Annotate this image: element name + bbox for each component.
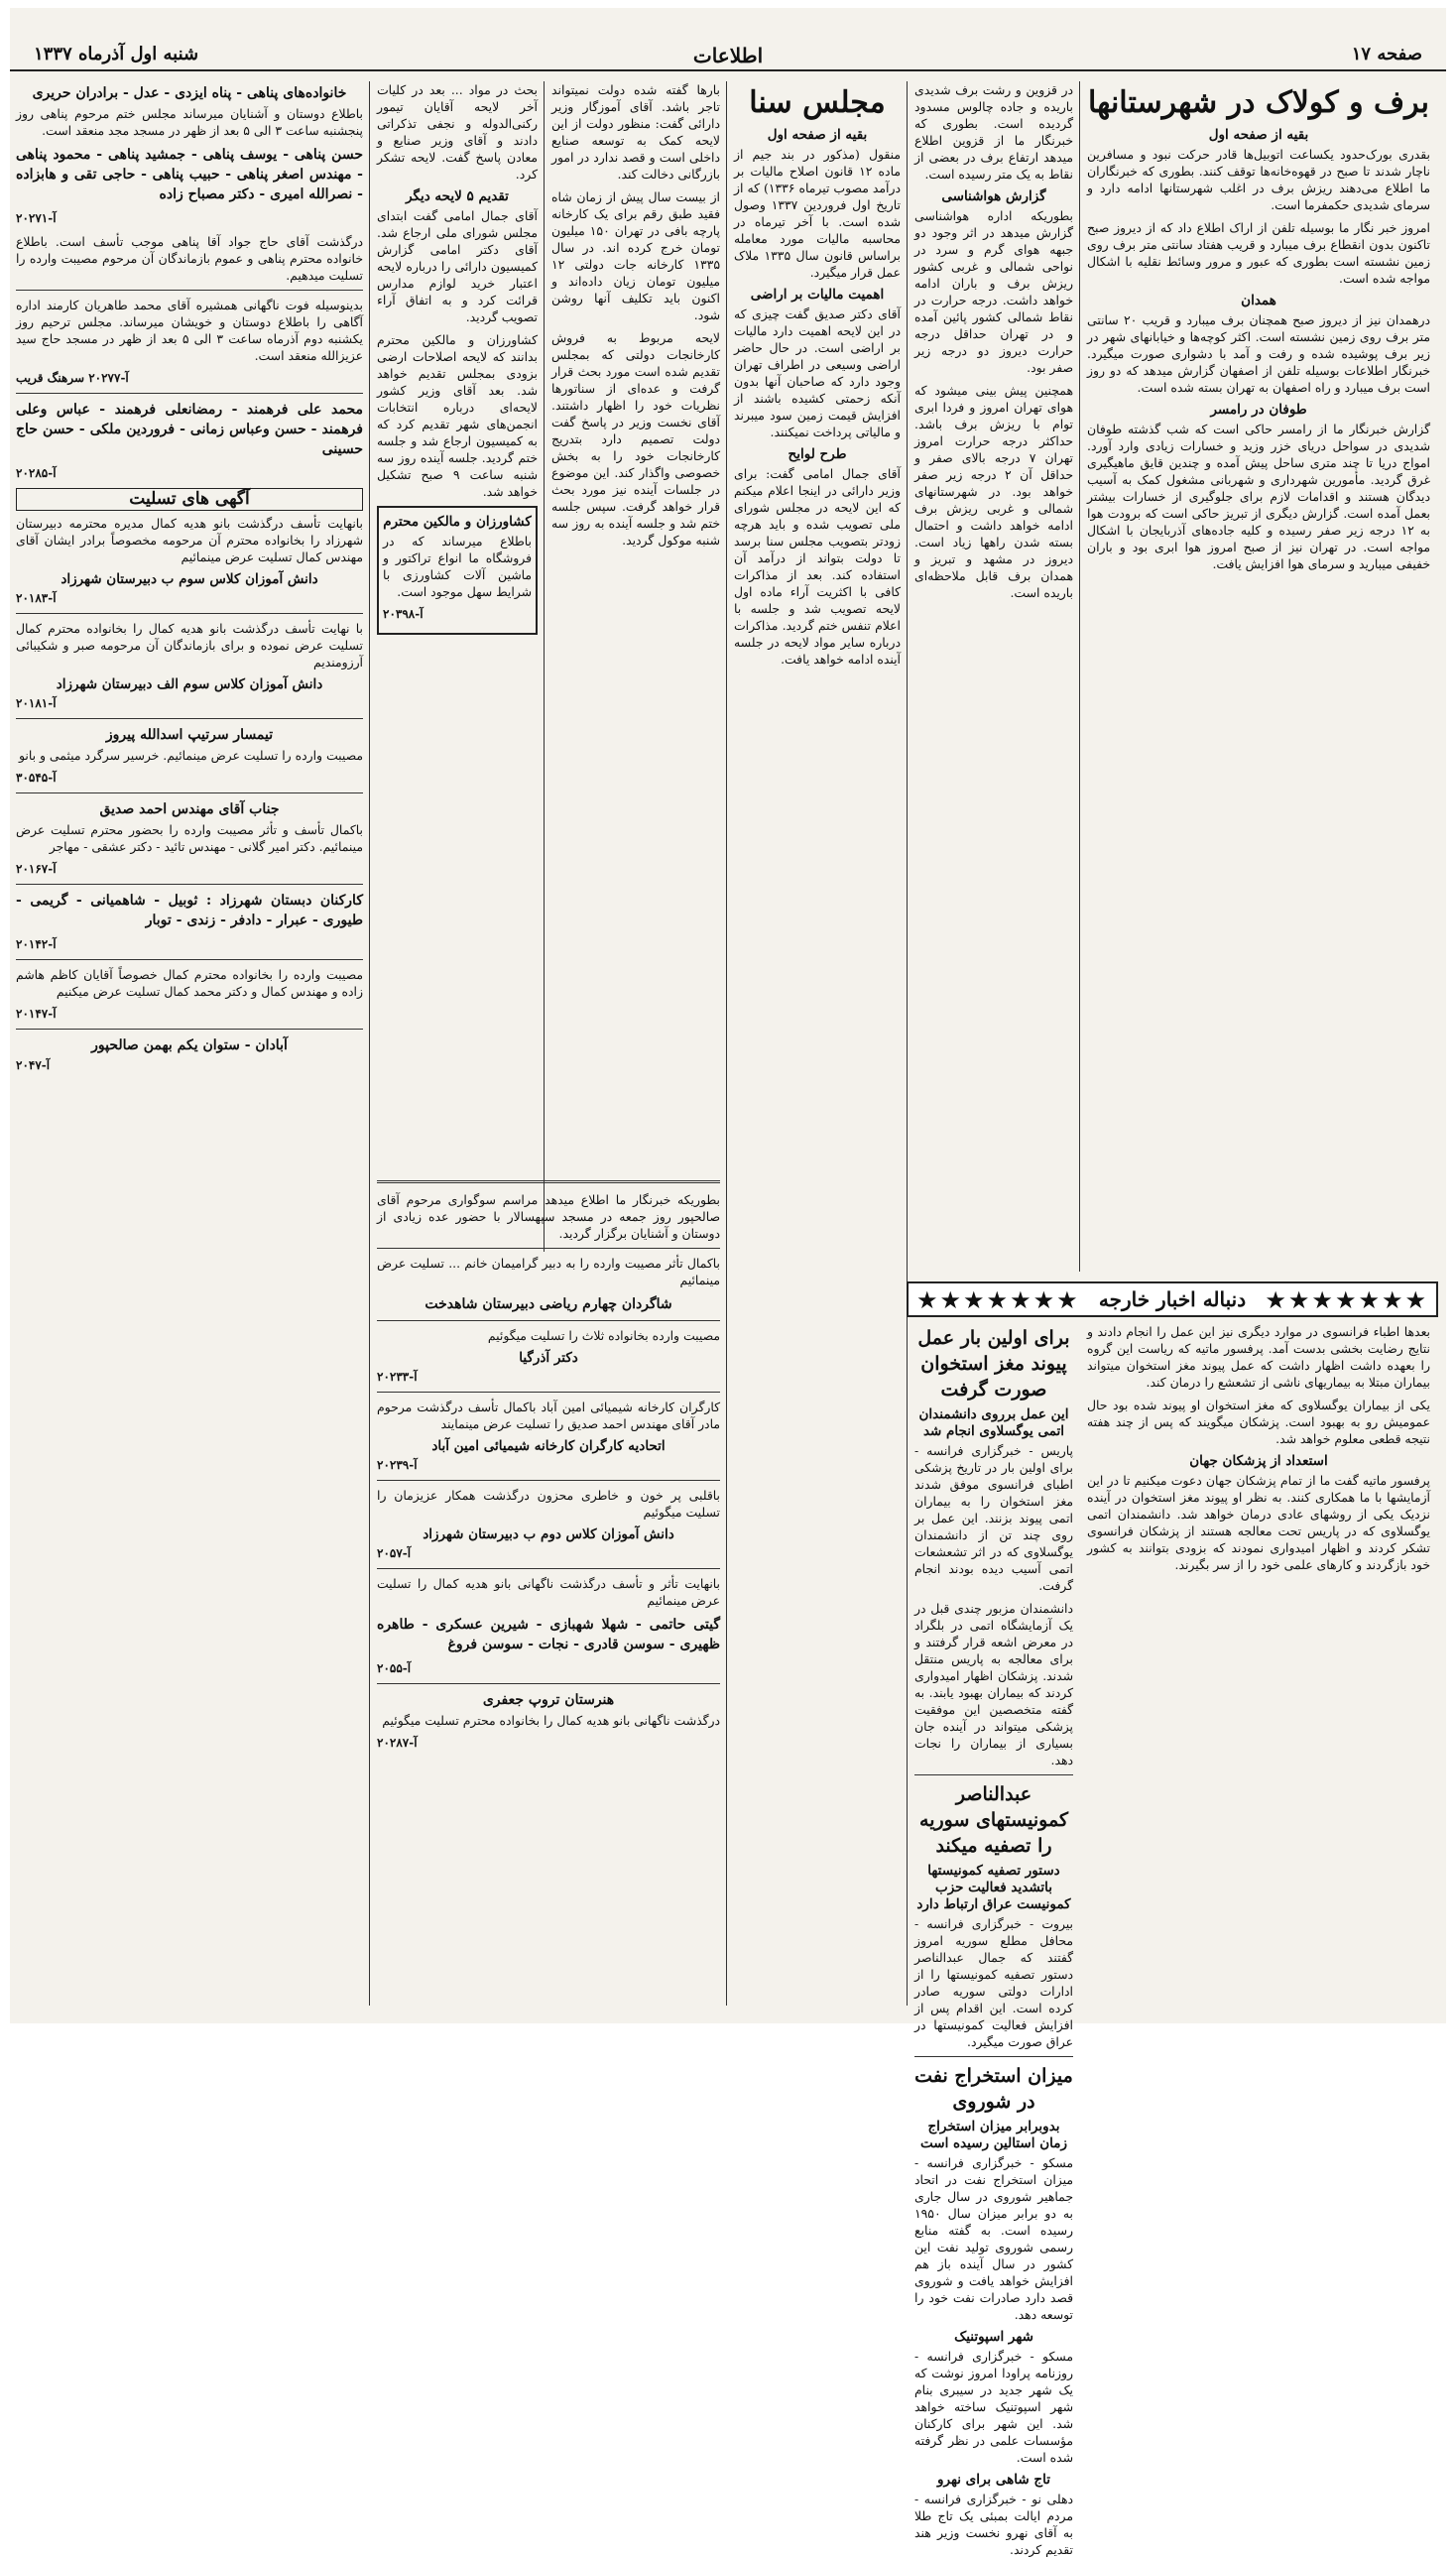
divider: [16, 718, 363, 719]
notice-text: باقلبی پر خون و خاطری محزون درگذشت همکار عزیزمان را تسلیت میگوئیم: [377, 1488, 720, 1520]
article-paragraph: آقای دکتر صدیق گفت چیزی که در این لایحه اهمیت دارد مالیات بر اراضی است. در حال حاضر اراضی وسیعی در اطراف تهران وجود دارد که صاحبان آنها بدون آنکه زحمتی کشیده باشند از افزایش قیمت زمین سود میبرند و مالیاتی پرداخت نمیکنند.: [734, 306, 901, 439]
continued-label: بقیه از صفحه اول: [1208, 127, 1309, 143]
subheading-world-doctors: استعداد از پزشکان جهان: [1189, 1453, 1328, 1469]
notice-names: کارکنان دبستان شهرزاد : ثوبیل - شاهمیانی - گریمی - طیوری - عبرار - دادفر - زندی - توبار: [16, 893, 363, 928]
subheading-hamedan: همدان: [1241, 293, 1276, 308]
notice-signature: هنرستان تروپ جعفری: [482, 1692, 615, 1708]
notice-code: آ-۲۰۱۸۱: [16, 696, 57, 710]
article-weather: [909, 81, 1079, 1272]
headline-senate: مجلس سنا: [749, 85, 886, 120]
divider: [16, 613, 363, 614]
subheading-ramsar: طوفان در رامسر: [1210, 402, 1307, 418]
column-rule: [369, 81, 370, 2006]
notice-code: آ-۲۰۱۶۷: [16, 862, 57, 876]
notice-text: بطوریکه خبرنگار ما اطلاع میدهد مراسم سوگواری مرحوم آقای صالحپور روز جمعه در مسجد سپهسالار با حضور عده زیادی از دوستان و آشنایان برگزار گردید.: [377, 1192, 720, 1241]
continued-label: بقیه از صفحه اول: [767, 127, 868, 143]
article-state-factories: [546, 81, 726, 1252]
notice-title: خانواده‌های پناهی - پناه ایزدی - عدل - برادران حریری: [32, 85, 347, 101]
notice-code: آ-۲۰۵۵: [377, 1661, 412, 1675]
subheading-land-tax: اهمیت مالیات بر اراضی: [750, 287, 885, 303]
star-row-icon: ★★★★★★★: [916, 1286, 1080, 1314]
divider: [16, 290, 363, 291]
divider: [16, 1029, 363, 1030]
article-paragraph: بارها گفته شده دولت نمیتواند تاجر باشد. آقای آموزگار وزیر دارائی گفت: منظور دولت از این لایحه کمک به توسعه صنایع داخلی است و قصد ندارد در امور بازرگانی دخالت کند.: [551, 82, 720, 182]
column-rule: [1079, 81, 1080, 1272]
notice-code: آ-۲۰۱۸۳: [16, 591, 57, 605]
advert-farmers: [377, 506, 538, 635]
notice-signature: دانش آموزان کلاس سوم الف دبیرستان شهرزاد: [56, 676, 323, 692]
notice-code: آ-۲۰۲۷۱: [16, 211, 57, 225]
subheading-weather-report: گزارش هواشناسی: [941, 188, 1046, 204]
notice-text: بانهایت تأثر و تأسف درگذشت ناگهانی بانو هدیه کمال را تسلیت عرض مینمائیم: [377, 1576, 720, 1608]
notice-code: آ-۲۰۲۷۷ سرهنگ قریب: [16, 371, 129, 385]
article-paragraph: بقدری بورک‌حدود یکساعت اتوبیل‌ها قادر حرکت نبود و مسافرین ناچار شدند تا صبح در قهوه‌خانه‌ها توقف کنند. بطوری که خبرنگاران ما اطلاع می‌دهند ریزش برف در اغلب شهرستانها ادامه دارد و سرمای شدیدی حکمفرما است.: [1087, 147, 1430, 212]
condolence-section-title: آگهی های تسلیت: [16, 488, 363, 511]
article-paragraph: گزارش خبرنگار ما از رامسر حاکی است که شب گذشته طوفان شدیدی در سواحل دریای خزر وزید و خسارات زیادی وارد آورد. امواج دریا تا چند متری ساحل پیش آمده و چندین قایق ماهیگیری غرق گردید. مأمورین شهرداری و شهربانی مشغول کمک به آسیب دیدگان هستند و اقدامات لازم برای جلوگیری از خسارات بیشتر بعمل آمده است. گزارش دیگری از تبریز حاکی است که برودت هوا به ۱۲ درجه زیر صفر رسیده و کلیه جاده‌های آذربایجان با اشکال مواجه است. در تهران نیز از صبح امروز هوا ابری بود و باران خفیفی میبارید و سرمای هوا افزایش یافت.: [1087, 422, 1430, 571]
article-paragraph: بحث در مواد ... بعد در کلیات آخر لایحه آقایان تیمور رکنی‌الدوله و نجفی تذکراتی دادند و آقای وزیر صنایع و معادن پاسخ گفت. لایحه تشکر کرد.: [377, 82, 538, 182]
article-paragraph: آقای جمال امامی گفت: برای وزیر دارائی در اینجا اعلام میکنم که این لایحه در مجلس شورای ملی تصویب شده و باید هرچه زودتر بتصویب مجلس سنا برسد تا دولت بتواند از درآمد آن استفاده کند. بعد از مذاکرات کافی با اکثریت آراء ماده اول لایحه تصویب شد و جلسه با اعلام تنفس ختم گردید. مذاکرات درباره سایر مواد لایحه در جلسه آینده ادامه خواهد یافت.: [734, 466, 901, 667]
notice-code: آ-۲۰۲۳۳: [377, 1370, 418, 1384]
subheadline-bone-marrow: این عمل برروی دانشمندان اتمی یوگسلاوی انجام شد: [918, 1406, 1069, 1439]
headline-soviet-oil: میزان استخراج نفت در شوروی: [914, 2065, 1073, 2113]
notice-title: تیمسار سرتیپ اسدالله پیروز: [105, 727, 274, 743]
article-paragraph: از بیست سال پیش از زمان شاه فقید طبق رقم برای یک کارخانه پارچه بافی در تهران ۱۵۰ میلیون تومان خرج کرده اند. در سال ۱۳۳۵ کارخانه جات دولتی ۱۲ میلیون تومان زیان داده‌اند و اکنون باید تکلیف آنها روشن شود.: [551, 189, 721, 322]
headline-snow: برف و کولاک در شهرستانها: [1087, 85, 1430, 120]
article-paragraph: دانشمندان مزبور چندی قبل در یک آزمایشگاه اتمی در بلگراد در معرض اشعه قرار گرفتند و برای معالجه به پاریس منتقل شدند. پزشکان اظهار امیدواری کردند که بیماران بهبود یابند. به گفته متخصصین این موفقیت پزشکی میتواند در آینده جان بسیاری از بیماران را نجات دهد.: [914, 1601, 1073, 1767]
divider: [16, 959, 363, 960]
notice-code: آ-۲۰۱۴۷: [16, 1007, 57, 1021]
article-paragraph: درهمدان نیز از دیروز صبح همچنان برف میبارد و قریب ۲۰ سانتی متر برف روی زمین نشسته است. اکثر کوچه‌ها و خیابانهای شهر در زیر برف پوشیده شده و رفت و آمد با دشواری صورت میگیرد. خبرنگار اطلاعات بوسیله تلفن از اصفهان گزارش میدهد که دو روز است برف میبارد و راه اصفهان به تهران بسته شده است.: [1087, 312, 1430, 395]
foreign-news-right: [1081, 1323, 1436, 2008]
article-senate: [728, 81, 907, 2006]
notice-text: مصیبت وارده را بخانواده محترم کمال خصوصاً آقایان کاظم هاشم زاده و مهندس کمال و دکتر محمد کمال تسلیت عرض میکنیم: [16, 967, 363, 999]
divider: [377, 1248, 720, 1249]
article-paragraph: پرفسور ماتیه گفت ما از تمام پزشکان جهان دعوت میکنیم تا در این آزمایشها با ما همکاری کنند. به نظر او پیوند مغز استخوان در آینده نزدیک یکی از روشهای عادی درمان خواهد شد. دانشمندان اتمی یوگسلاوی که در پاریس تحت معالجه هستند از پزشکان فرانسوی تشکر کردند و اظهار امیدواری نمودند که بزودی بتوانند به کشور خود بازگردند و کارهای علمی خود را از سر بگیرند.: [1087, 1473, 1430, 1572]
divider: [16, 884, 363, 885]
notice-text: با نهایت تأسف درگذشت بانو هدیه کمال را بخانواده محترم کمال تسلیت عرض نموده و برای بازماندگان آن مرحومه صبر و شکیبائی آرزومندیم: [16, 621, 363, 670]
article-snow-blizzard: [1081, 81, 1436, 1272]
divider: [16, 393, 363, 394]
subheadline-soviet-oil: بدوبرابر میزان استخراج زمان استالین رسیده است: [920, 2119, 1067, 2151]
column-rule: [907, 81, 908, 2006]
headline-bone-marrow: برای اولین بار عمل پیوند مغز استخوان صورت گرفت: [917, 1327, 1070, 1401]
article-paragraph: دهلی نو - خبرگزاری فرانسه - مردم ایالت بمبئی یک تاج طلا به آقای نهرو نخست وزیر هند تقدیم کردند.: [914, 2492, 1073, 2557]
divider: [914, 2056, 1073, 2057]
article-paragraph: بعدها اطباء فرانسوی در موارد دیگری نیز این عمل را انجام دادند و نتایج رضایت بخشی بدست آمد. پرفسور ماتیه که ریاست این گروه را بعهده داشت اظهار داشت که عمل پیوند مغز استخوان میتواند بیماران مبتلا به بیماریهای ناشی از تشعشع را درمان کند.: [1087, 1324, 1430, 1390]
article-paragraph: کشاورزان و مالکین محترم بدانند که لایحه اصلاحات ارضی بزودی بمجلس تقدیم خواهد شد. بعد آقای وزیر کشور لایحه‌ای درباره انتخابات انجمن‌های شهر تقدیم کرد که به کمیسیون ارجاع شد و جلسه ختم گردید. جلسه آینده روز سه شنبه ساعت ۹ صبح تشکیل خواهد شد.: [377, 332, 538, 499]
notice-text: درگذشت ناگهانی بانو هدیه کمال را بخانواده محترم تسلیت میگوئیم: [382, 1713, 720, 1728]
notice-signature: دانش آموزان کلاس دوم ب دبیرستان شهرزاد: [423, 1526, 674, 1542]
star-row-icon: ★★★★★★★: [1265, 1286, 1428, 1314]
divider: [914, 1774, 1073, 1775]
notice-code: آ-۲۰۵۷: [377, 1546, 412, 1560]
divider: [377, 1320, 720, 1321]
article-paragraph: همچنین پیش بینی میشود که هوای تهران امروز و فردا ابری توام با ریزش برف باشد. حداکثر درجه حرارت امروز تهران ۷ درجه بالای صفر و حداقل آن ۲ درجه زیر صفر خواهد بود. در شهرستانهای شمالی و غربی ریزش برف ادامه خواهد داشت و احتمال بسته شدن راهها زیاد است. دیروز در مشهد و تبریز و همدان برف قابل ملاحظه‌ای باریده است.: [914, 383, 1073, 600]
notice-signature: دانش آموزان کلاس سوم ب دبیرستان شهرزاد: [61, 571, 318, 587]
notice-code: آ-۲۰۴۷: [16, 1058, 51, 1072]
divider: [377, 1568, 720, 1569]
foreign-news-band: [907, 1281, 1438, 1317]
notice-text: باطلاع دوستان و آشنایان میرساند مجلس ختم مرحوم پناهی روز پنجشنبه ساعت ۳ الی ۵ بعد از ظهر در مسجد مجد منعقد است.: [16, 106, 363, 138]
advert-code: آ-۲۰۳۹۸: [383, 607, 424, 621]
condolence-notices-left: [10, 81, 369, 2006]
divider: [377, 1480, 720, 1481]
notice-title: جناب آقای مهندس احمد صدیق: [99, 801, 280, 817]
subheading-five-bills: تقدیم ۵ لایحه دیگر: [406, 188, 509, 204]
notice-text: درگذشت آقای حاج جواد آقا پناهی موجب تأسف است. باطلاع خانواده محترم پناهی و عموم بازماندگان آن مرحوم مصیبت وارده را تسلیت میدهیم.: [16, 234, 363, 283]
notice-code: آ-۲۰۲۸۷: [377, 1736, 418, 1750]
notice-code: آ-۲۰۲۸۵: [16, 466, 57, 480]
advert-title: کشاورزان و مالکین محترم: [383, 514, 532, 530]
page-number: صفحه ۱۷: [1351, 44, 1422, 64]
article-paragraph: مسکو - خبرگزاری فرانسه - روزنامه پراودا امروز نوشت که یک شهر جدید در سیبری بنام شهر اسپوتنیک ساخته خواهد شد. این شهر برای کارکنان مؤسسات علمی در نظر گرفته شده است.: [914, 2349, 1073, 2465]
notice-text: باکمال تأسف و تأثر مصیبت وارده را بحضور محترم تسلیت عرض مینمائیم. دکتر امیر گلانی - مهندس تائید - دکتر عشقی - مهاجر: [16, 822, 363, 854]
notice-text: مصیبت وارده را تسلیت عرض مینمائیم. خرسیر سرگرد میثمی و بانو: [19, 748, 363, 763]
notice-text: بانهایت تأسف درگذشت بانو هدیه کمال مدیره محترمه دبیرستان شهرزاد را بخانواده محترم آن مرحومه مخصوصاً برادر ایشان آقای مهندس کمال تسلیت عرض مینمائیم: [16, 516, 363, 564]
article-paragraph: امروز خبر نگار ما بوسیله تلفن از اراک اطلاع داد که از دیروز صبح تاکنون بدون انقطاع برف میبارد و قریب هفتاد سانتی متر برف روی زمین نشسته است بطوری که عبور و مرور وسائط نقلیه با اشکال مواجه شده است.: [1087, 220, 1430, 286]
article-paragraph: آقای جمال امامی گفت ابتدای مجلس شورای ملی ارجاع شد. آقای دکتر امامی گزارش کمیسیون دارائی را درباره لایحه اعتبار خرید لوازم مدارس قرائت کرد و به اتفاق آراء تصویب گردید.: [377, 208, 538, 324]
foreign-news-left: [909, 1323, 1079, 2557]
divider: [377, 1683, 720, 1684]
notice-text: مصیبت وارده بخانواده ثلاث را تسلیت میگوئیم: [487, 1328, 720, 1343]
notice-signature: اتحادیه کارگران کارخانه شیمیائی امین آباد: [431, 1438, 666, 1454]
advert-text: باطلاع میرساند که در فروشگاه ما انواع تراکتور و ماشین آلات کشاورزی با شرایط سهل موجود است.: [383, 534, 532, 599]
notice-text: باکمال تأثر مصیبت وارده را به دبیر گرامیمان خانم ... تسلیت عرض مینمائیم: [377, 1256, 720, 1287]
notice-code: آ-۳۰۵۴۵: [16, 771, 57, 785]
notice-signature: دکتر آذرگیا: [519, 1350, 578, 1366]
newspaper-name: اطلاعات: [692, 44, 764, 67]
column-rule: [726, 81, 727, 2006]
article-senate-continued: [371, 81, 544, 1252]
condolence-notices-middle: [371, 1172, 726, 2006]
notice-signature: آبادان - ستوان یکم بهمن صالحپور: [91, 1037, 288, 1053]
notice-names: گیتی حاتمی - شهلا شهبازی - شیرین عسکری - طاهره ظهیری - سوسن قادری - نجات - سوسن فروغ: [377, 1617, 720, 1652]
article-paragraph: مسکو - خبرگزاری فرانسه - میزان استخراج نفت در اتحاد جماهیر شوروی در سال جاری به دو برابر میزان سال ۱۹۵۰ رسیده است. به گفته منابع رسمی شوروی تولید نفت این کشور در سال آینده باز هم افزایش خواهد یافت و شوروی قصد دارد صادرات نفت خود را توسعه دهد.: [914, 2155, 1073, 2322]
article-paragraph: لایحه مربوط به فروش کارخانجات دولتی که بمجلس تقدیم شده است مورد بحث قرار گرفت و عده‌ای از سناتورها نظریات خود را اظهار داشتند. آقای نخست وزیر در پاسخ گفت دولت تصمیم دارد بتدریج کارخانجات خود را به بخش خصوصی واگذار کند. این موضوع در جلسات آینده نیز مورد بحث قرار خواهد گرفت. سپس جلسه ختم شد و جلسه آینده به روز سه شنبه موکول گردید.: [551, 330, 720, 548]
subheading-sputnik-city: شهر اسپوتنیک: [954, 2329, 1033, 2345]
article-paragraph: منقول (مذکور در بند جیم از ماده ۱۲ قانون اصلاح مالیات بر درآمد مصوب تیرماه ۱۳۳۶) که از تاریخ اول فروردین ۱۳۳۷ وصول شده است. با آخر تیرماه در محاسبه مالیات مورد معامله براساس قانون سال ۱۳۳۵ ملاک عمل قرار میگیرد.: [734, 147, 901, 280]
divider: [16, 792, 363, 793]
page-folio: [10, 40, 1446, 71]
article-paragraph: بیروت - خبرگزاری فرانسه - محافل مطلع سوریه امروز گفتند که جمال عبدالناصر دستور تصفیه کمونیستها را از ادارات دولتی سوریه صادر کرده است. این اقدام پس از افزایش فعالیت کمونیستها در عراق صورت میگیرد.: [914, 1916, 1073, 2049]
subheading-bills: طرح لوایح: [788, 446, 847, 462]
notice-code: آ-۲۰۲۳۹: [377, 1458, 418, 1472]
article-paragraph: یکی از بیماران یوگسلاوی که مغز استخوان او پیوند شده بود حال عمومیش رو به بهبود است. پزشکان میگویند که پس از چند هفته نتیجه قطعی معلوم خواهد شد.: [1087, 1398, 1430, 1446]
notice-names: محمد علی فرهمند - رمضانعلی فرهمند - عباس وعلی فرهمند - حسن وعباس زمانی - فروردین ملکی - حسن حاج حسینی: [16, 402, 363, 457]
divider: [377, 1180, 720, 1183]
notice-text: کارگران کارخانه شیمیائی امین آباد باکمال تأسف درگذشت مرحوم مادر آقای مهندس احمد صدیق را تسلیت عرض مینمایند: [377, 1400, 720, 1431]
column-rule: [544, 81, 545, 1252]
issue-date: شنبه اول آذرماه ۱۳۳۷: [34, 44, 199, 64]
headline-nasser: عبدالناصر کمونیستهای سوریه را تصفیه میکند: [919, 1783, 1068, 1857]
notice-code: آ-۲۰۱۴۲: [16, 937, 57, 951]
divider: [377, 1392, 720, 1393]
subheadline-nasser: دستور تصفیه کمونیستها باتشدید فعالیت حزب کمونیست عراق ارتباط دارد: [916, 1863, 1071, 1912]
subheading-nehru-crown: تاج شاهی برای نهرو: [937, 2472, 1050, 2488]
article-paragraph: در قزوین و رشت برف شدیدی باریده و جاده چالوس مسدود گردیده است. بطوری که خبرنگار ما از قزوین اطلاع میدهد ارتفاع برف در بعضی از نقاط به یک متر رسیده است.: [914, 82, 1073, 182]
article-paragraph: پاریس - خبرگزاری فرانسه - برای اولین بار در تاریخ پزشکی اطبای فرانسوی موفق شدند مغز استخوان را به بیماران اتمی پیوند بزنند. این عمل بر روی چند تن از دانشمندان یوگسلاوی که در اثر تشعشعات اتمی آسیب دیده بودند انجام گرفت.: [914, 1443, 1073, 1593]
foreign-news-label: دنباله اخبار خارجه: [1098, 1287, 1247, 1311]
notice-names: حسن پناهی - یوسف پناهی - جمشید پناهی - محمود پناهی - مهندس اصغر پناهی - حبیب پناهی - حاجی تقی و هابزاده - نصرالله امیری - دکتر مصباح زاده: [16, 147, 363, 202]
notice-signature: شاگردان چهارم ریاضی دبیرستان شاهدخت: [425, 1296, 672, 1312]
notice-text: بدینوسیله فوت ناگهانی همشیره آقای محمد طاهریان کارمند اداره آگاهی را باطلاع دوستان و خویشان میرساند. مجلس ترحیم روز یکشنبه دوم آذرماه ساعت ۳ الی ۵ بعد از ظهر در مسجد حاج سید عزیزالله منعقد است.: [16, 298, 363, 363]
article-paragraph: بطوریکه اداره هواشناسی گزارش میدهد در اثر وجود دو جبهه هوای گرم و سرد در نواحی شمالی و غربی کشور ریزش برف و باران ادامه خواهد داشت. درجه حرارت در نقاط شمالی کشور پائین آمده و در تهران حداقل درجه حرارت دیروز دو درجه زیر صفر بود.: [914, 208, 1073, 375]
